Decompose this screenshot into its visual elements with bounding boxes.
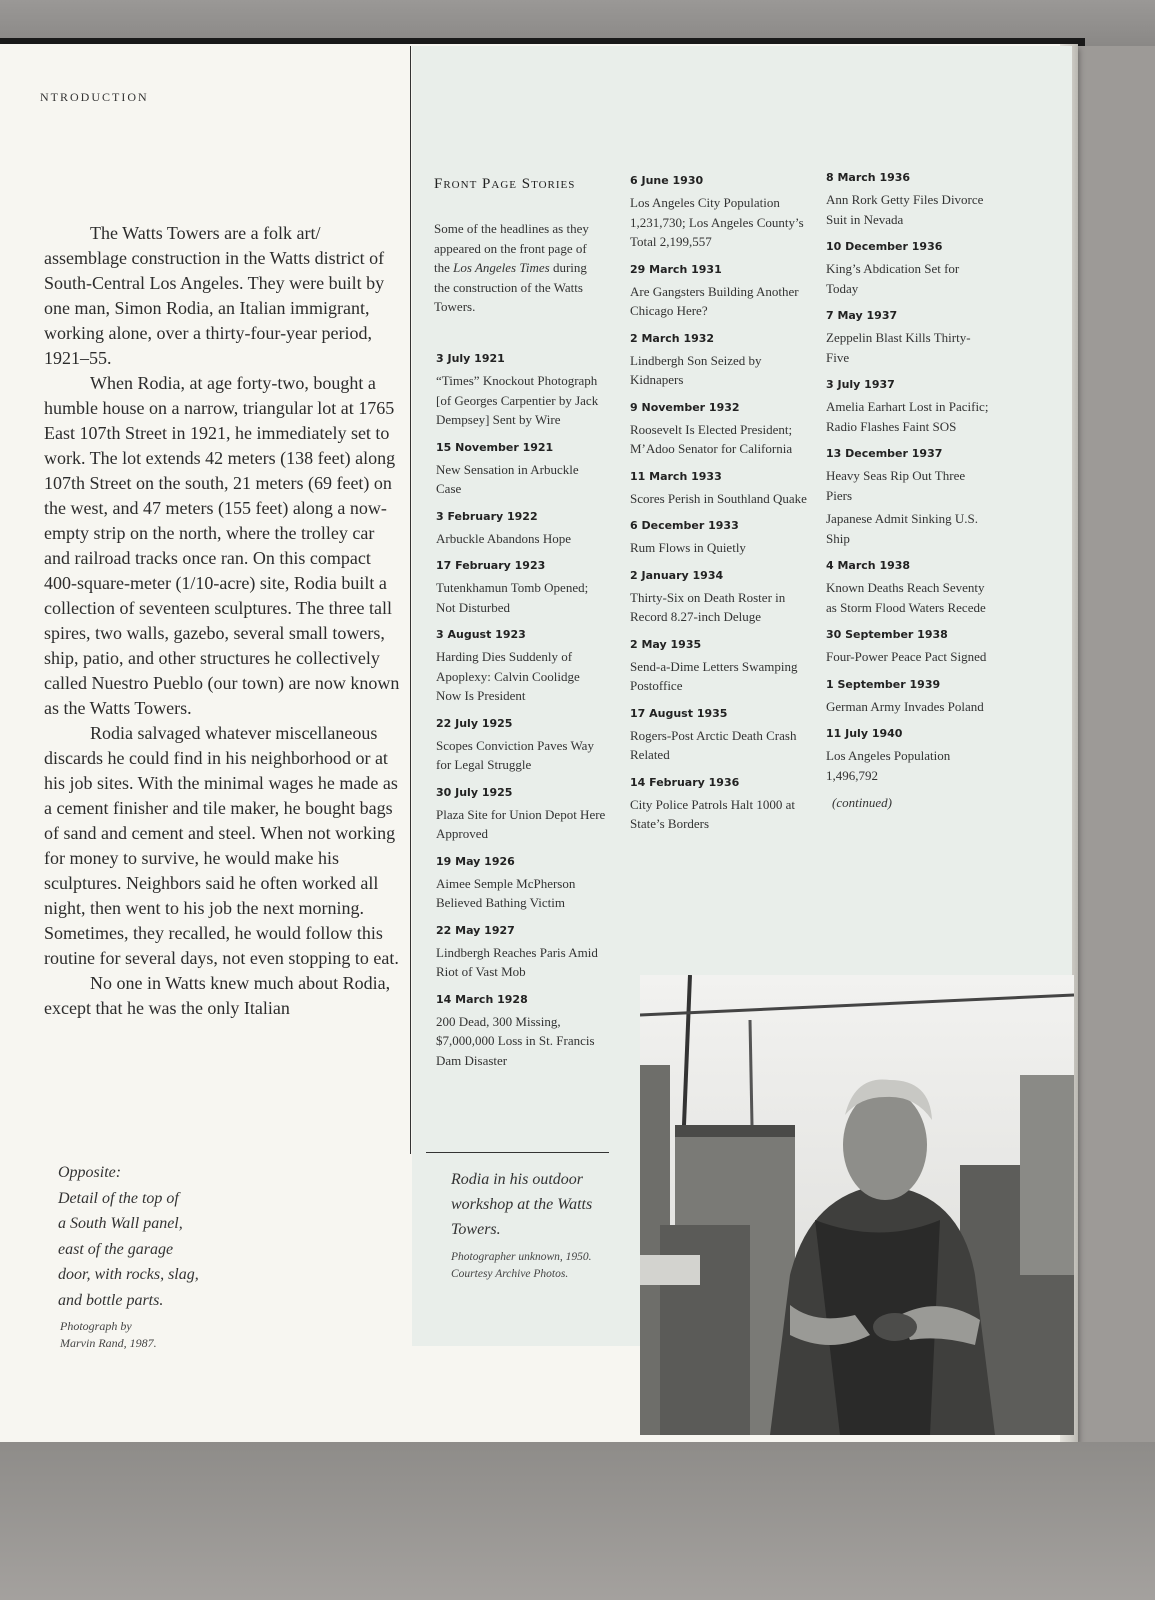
headline-date: 2 March 1932	[630, 331, 715, 345]
headline-date: 6 June 1930	[630, 174, 704, 187]
headline-date: 6 December 1933	[630, 519, 739, 532]
headline-entry	[630, 568, 810, 627]
opposite-caption-line: door, with rocks, slag,	[58, 1266, 199, 1283]
opposite-caption-line: Detail of the top of	[58, 1189, 179, 1207]
headline-text: German Army Invades Poland	[826, 698, 984, 714]
sidebar-intro-text-end: during the construction of the Watts Towers.	[434, 260, 587, 314]
headline-date: 29 March 1931	[630, 262, 722, 276]
headline-text: Plaza Site for Union Depot Here Approved	[436, 806, 606, 841]
photo-credit	[451, 1249, 626, 1283]
headline-entry	[826, 170, 991, 229]
headline-date: 10 December 1936	[826, 240, 943, 253]
headline-text: Heavy Seas Rip Out Three Piers	[826, 468, 966, 503]
headline-date: 13 December 1937	[826, 447, 943, 460]
headline-text: 200 Dead, 300 Missing, $7,000,000 Loss in St. Francis Dam Disaster	[436, 1013, 595, 1068]
headline-date: 17 February 1923	[436, 559, 546, 572]
headline-entry	[436, 716, 606, 775]
headline-date: 3 July 1937	[826, 378, 895, 391]
headline-date: 9 November 1932	[630, 400, 740, 414]
headline-text: Send-a-Dime Letters Swamping Postoffice	[630, 658, 798, 693]
opposite-photo-credit	[60, 1318, 260, 1352]
headline-entry	[826, 308, 991, 367]
headline-column-1	[436, 351, 606, 1080]
headline-entry	[826, 677, 991, 717]
intro-paragraph: The Watts Towers are a folk art/ assemblage construction in the Watts district of South-Central Los Angeles. They were built by one man, Simon Rodia, an Italian immigrant, working alone, over a thirty-four-year period, 1921–55.	[44, 223, 385, 368]
headline-date: 17 August 1935	[630, 706, 728, 720]
intro-paragraph: Rodia salvaged whatever miscellaneous discards he could find in his neighborhood or at his job sites. With the minimal wages he made as a cement finisher and tile maker, he bought bags of sand and cement and steel. When not working for money to survive, he would make his sculptures. Neighbors said he often worked all night, then went to his job the next morning. Sometimes, they recalled, he would follow this routine for several days, not even stopping to eat.	[44, 723, 399, 968]
headline-text: Scores Perish in Southland Quake	[630, 490, 807, 506]
headline-text: Thirty-Six on Death Roster in Record 8.27-inch Deluge	[630, 589, 786, 624]
headline-entry	[630, 775, 810, 834]
headline-entry	[436, 992, 606, 1071]
headline-date: 14 March 1928	[436, 992, 528, 1006]
headline-text: Ann Rork Getty Files Divorce Suit in Nevada	[826, 192, 984, 227]
credit-line: Courtesy Archive Photos.	[451, 1268, 569, 1280]
headline-text: Are Gangsters Building Another Chicago Here?	[630, 283, 799, 318]
sidebar-title: Front Page Stories	[434, 176, 576, 192]
headline-entry	[436, 440, 606, 499]
headline-entry	[436, 854, 606, 913]
headline-entry	[630, 173, 810, 252]
headline-date: 3 August 1923	[436, 628, 526, 641]
headline-date: 1 September 1939	[826, 677, 941, 691]
headline-entry	[436, 509, 606, 549]
headline-column-3	[826, 170, 991, 813]
headline-entry	[436, 627, 606, 706]
opposite-caption-line: and bottle parts.	[58, 1291, 164, 1309]
sidebar-intro	[434, 219, 599, 317]
opposite-caption	[58, 1160, 258, 1313]
headline-text: Rum Flows in Quietly	[630, 540, 746, 555]
headline-entry	[630, 637, 810, 696]
headline-date: 2 May 1935	[630, 637, 702, 651]
photo-caption: Rodia in his outdoor workshop at the Watts Towers.	[451, 1171, 593, 1238]
newspaper-name: Los Angeles Times	[453, 260, 550, 275]
headline-column-2	[630, 173, 810, 844]
sidebar-rule-horizontal	[426, 1152, 609, 1153]
headline-text: Rogers-Post Arctic Death Crash Related	[630, 727, 797, 762]
headline-text: Aimee Semple McPherson Believed Bathing Victim	[436, 875, 576, 910]
headline-text: Amelia Earhart Lost in Pacific; Radio Flashes Faint SOS	[826, 399, 989, 434]
headline-text: King’s Abdication Set for Today	[826, 261, 960, 296]
headline-text: Known Deaths Reach Seventy as Storm Flood Waters Recede	[826, 580, 986, 615]
headline-entry	[436, 351, 606, 430]
headline-entry	[630, 400, 810, 459]
headline-text: Four-Power Peace Pact Signed	[826, 649, 987, 664]
opposite-caption-line: a South Wall panel,	[58, 1215, 183, 1232]
headline-entry	[630, 469, 810, 509]
headline-text: City Police Patrols Halt 1000 at State’s Borders	[630, 796, 796, 831]
headline-date: 30 July 1925	[436, 785, 513, 799]
headline-date: 19 May 1926	[436, 854, 515, 868]
rodia-photograph	[640, 975, 1074, 1435]
headline-text: “Times” Knockout Photograph [of Georges Carpentier by Jack Dempsey] Sent by Wire	[436, 373, 599, 427]
opposite-caption-line: east of the garage	[58, 1240, 174, 1258]
headline-text: Arbuckle Abandons Hope	[436, 530, 572, 546]
headline-date: 22 July 1925	[436, 716, 513, 730]
headline-text: Tutenkhamun Tomb Opened; Not Disturbed	[436, 580, 589, 615]
sidebar-intro-text: Some of the headlines as they appeared on the front page of the	[434, 221, 589, 275]
headline-entry	[826, 558, 991, 617]
headline-date: 11 March 1933	[630, 469, 722, 483]
headline-date: 30 September 1938	[826, 628, 948, 641]
headline-entry	[436, 923, 606, 982]
headline-text: Roosevelt Is Elected President; M’Adoo Senator for California	[630, 421, 793, 456]
credit-line: Photographer unknown, 1950.	[451, 1251, 592, 1263]
headline-entry	[826, 627, 991, 667]
continued-note: (continued)	[832, 795, 892, 810]
headline-entry	[630, 262, 810, 321]
credit-line: Photograph by	[60, 1319, 132, 1333]
headline-text: Scopes Conviction Paves Way for Legal Struggle	[436, 737, 594, 772]
headline-date: 15 November 1921	[436, 440, 554, 454]
opposite-caption-line: Opposite:	[58, 1164, 122, 1181]
intro-paragraph: When Rodia, at age forty-two, bought a humble house on a narrow, triangular lot at 1765 East 107th Street in 1921, he immediately set to work. The lot extends 42 meters (138 feet) along 107th Street on the south, 21 meters (69 feet) on the west, and 47 meters (155 feet) along a now-empty strip on the north, where the trolley car and railroad tracks once ran. On this compact 400-square-meter (1/10-acre) site, Rodia built a collection of seventeen sculptures. The three tall spires, two walls, gazebo, several small towers, ship, patio, and other structures he collectively called Nuestro Pueblo (our town) are now known as the Watts Towers.	[44, 373, 400, 718]
headline-text: Harding Dies Suddenly of Apoplexy: Calvin Coolidge Now Is President	[436, 649, 580, 703]
headline-date: 4 March 1938	[826, 559, 911, 572]
headline-date: 14 February 1936	[630, 775, 740, 789]
headline-text: Lindbergh Son Seized by Kidnapers	[630, 352, 762, 387]
headline-entry	[436, 785, 606, 844]
headline-text: Los Angeles City Population 1,231,730; Los Angeles County’s Total 2,199,557	[630, 195, 804, 249]
headline-entry	[826, 446, 991, 548]
running-head: NTRODUCTION	[40, 90, 149, 104]
headline-entry	[436, 558, 606, 617]
intro-text	[44, 221, 404, 1021]
sidebar-rule-vertical	[410, 46, 411, 1154]
headline-date: 7 May 1937	[826, 309, 898, 322]
headline-entry	[826, 239, 991, 298]
credit-line: Marvin Rand, 1987.	[60, 1336, 157, 1350]
headline-text: New Sensation in Arbuckle Case	[436, 461, 579, 496]
headline-entry	[826, 377, 991, 436]
headline-entry	[630, 518, 810, 558]
headline-entry	[630, 331, 810, 390]
headline-text: Japanese Admit Sinking U.S. Ship	[826, 511, 979, 546]
headline-date: 2 January 1934	[630, 568, 724, 582]
headline-text: Zeppelin Blast Kills Thirty-Five	[826, 330, 971, 365]
headline-date: 8 March 1936	[826, 171, 911, 184]
headline-text: Los Angeles Population 1,496,792	[826, 748, 951, 783]
headline-date: 11 July 1940	[826, 727, 903, 740]
headline-text: Lindbergh Reaches Paris Amid Riot of Vast Mob	[436, 944, 598, 979]
intro-paragraph: No one in Watts knew much about Rodia, except that he was the only Italian	[44, 973, 391, 1018]
headline-entry	[826, 726, 991, 785]
background-bottom	[0, 1442, 1155, 1600]
headline-date: 3 July 1921	[436, 352, 505, 365]
headline-entry	[630, 706, 810, 765]
headline-date: 22 May 1927	[436, 923, 515, 937]
headline-date: 3 February 1922	[436, 509, 538, 523]
